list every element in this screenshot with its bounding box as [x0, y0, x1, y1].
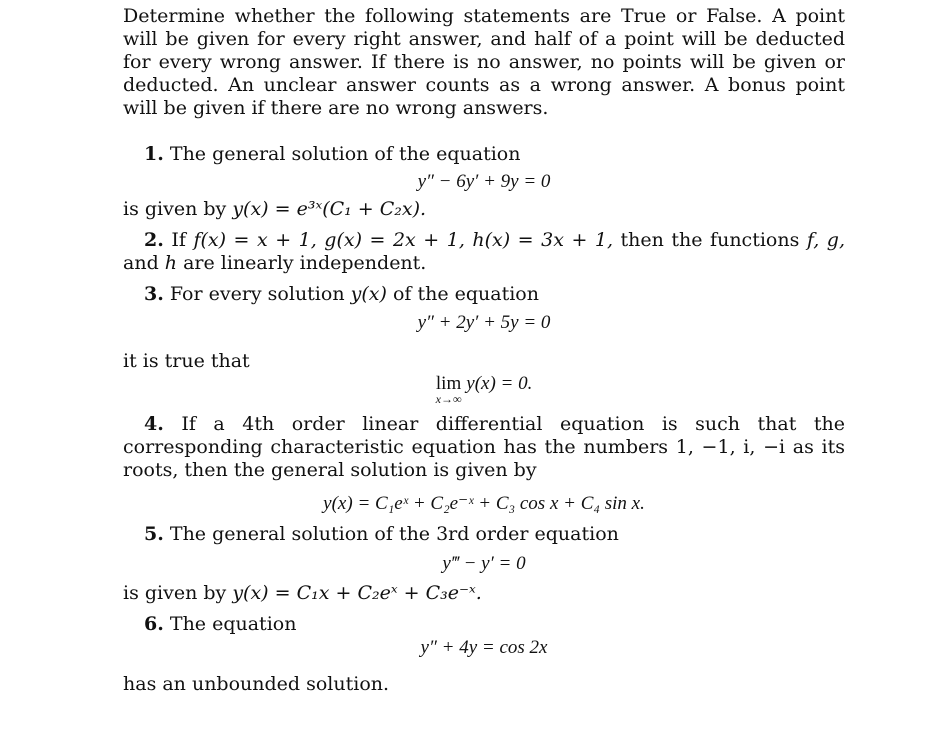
statement-2-number: 2. — [144, 229, 164, 251]
limit-expression: y(x) = 0. — [466, 373, 533, 394]
statement-2-text — [123, 229, 845, 275]
statement-6-lead-text: The equation — [169, 613, 297, 635]
statement-5-number: 5. — [144, 523, 164, 545]
statement-1-lead-text: The general solution of the equation — [169, 143, 521, 165]
statement-3-limit — [123, 375, 845, 405]
document — [123, 5, 845, 696]
limit-op-text: lim — [435, 373, 462, 394]
statement-4-body: If a 4th order linear differential equation is such that the corresponding characteristic equation has the numbers 1, −1, i, −i as its roots, then the general solution is given by — [123, 413, 845, 481]
statement-1-tail — [123, 198, 845, 221]
limit-operator — [436, 375, 462, 405]
statement-1-tail-prefix: is given by — [123, 198, 227, 220]
statement-1-number: 1. — [144, 143, 164, 165]
statement-2-text-c: and — [123, 252, 159, 274]
statement-3-lead-end: of the equation — [392, 283, 539, 305]
statement-3-lead-text: For every solution — [169, 283, 345, 305]
statement-3 — [123, 283, 845, 405]
statement-6-number: 6. — [144, 613, 164, 635]
statement-6-tail: has an unbounded solution. — [123, 673, 390, 695]
limit-subscript: x→∞ — [435, 392, 462, 406]
statement-6-lead — [123, 613, 845, 636]
statement-6 — [123, 613, 845, 696]
statement-3-equation: y″ + 2y′ + 5y = 0 — [417, 312, 551, 333]
statement-2-math-b: f, g, — [806, 229, 845, 251]
statement-5 — [123, 523, 845, 605]
statement-5-tail — [123, 582, 845, 605]
statement-1 — [123, 143, 845, 221]
statement-6-equation: y″ + 4y = cos 2x — [420, 637, 548, 658]
statement-2-math-c: h — [164, 252, 178, 274]
statement-2-text-a: If — [171, 229, 186, 251]
statement-5-lead-text: The general solution of the 3rd order equation — [169, 523, 619, 545]
statement-3-middle: it is true that — [123, 350, 250, 372]
statement-2-text-d: are linearly independent. — [183, 252, 427, 274]
statement-2 — [123, 229, 845, 275]
statement-1-equation: y″ − 6y′ + 9y = 0 — [417, 171, 551, 192]
statement-3-lead-math: y(x) — [350, 283, 387, 305]
statement-2-math: f(x) = x + 1, g(x) = 2x + 1, h(x) = 3x + 1, — [193, 229, 614, 251]
statement-4-number: 4. — [144, 413, 164, 435]
statement-4 — [123, 413, 845, 515]
statement-4-equation: y(x) = C₁eˣ + C₂e⁻ˣ + C₃ cos x + C₄ sin x. — [323, 493, 645, 514]
statement-5-lead — [123, 523, 845, 546]
statement-5-tail-prefix: is given by — [123, 582, 227, 604]
statement-3-number: 3. — [144, 283, 164, 305]
statement-2-text-b: then the functions — [620, 229, 800, 251]
statement-5-equation: y‴ − y′ = 0 — [442, 553, 526, 574]
statement-4-text — [123, 413, 845, 482]
statement-5-tail-math: y(x) = C₁x + C₂eˣ + C₃e⁻ˣ. — [232, 582, 482, 604]
instructions-paragraph: Determine whether the following statements are True or False. A point will be given for every right answer, and half of a point will be deducted for every wrong answer. If there is no answer, no points will be given or deducted. An unclear answer counts as a wrong answer. A bonus point will be given if there are no wrong answers. — [123, 5, 845, 119]
statement-3-lead — [123, 283, 845, 306]
statement-1-tail-math: y(x) = e³ˣ(C₁ + C₂x). — [232, 198, 427, 220]
statement-1-lead — [123, 143, 845, 166]
